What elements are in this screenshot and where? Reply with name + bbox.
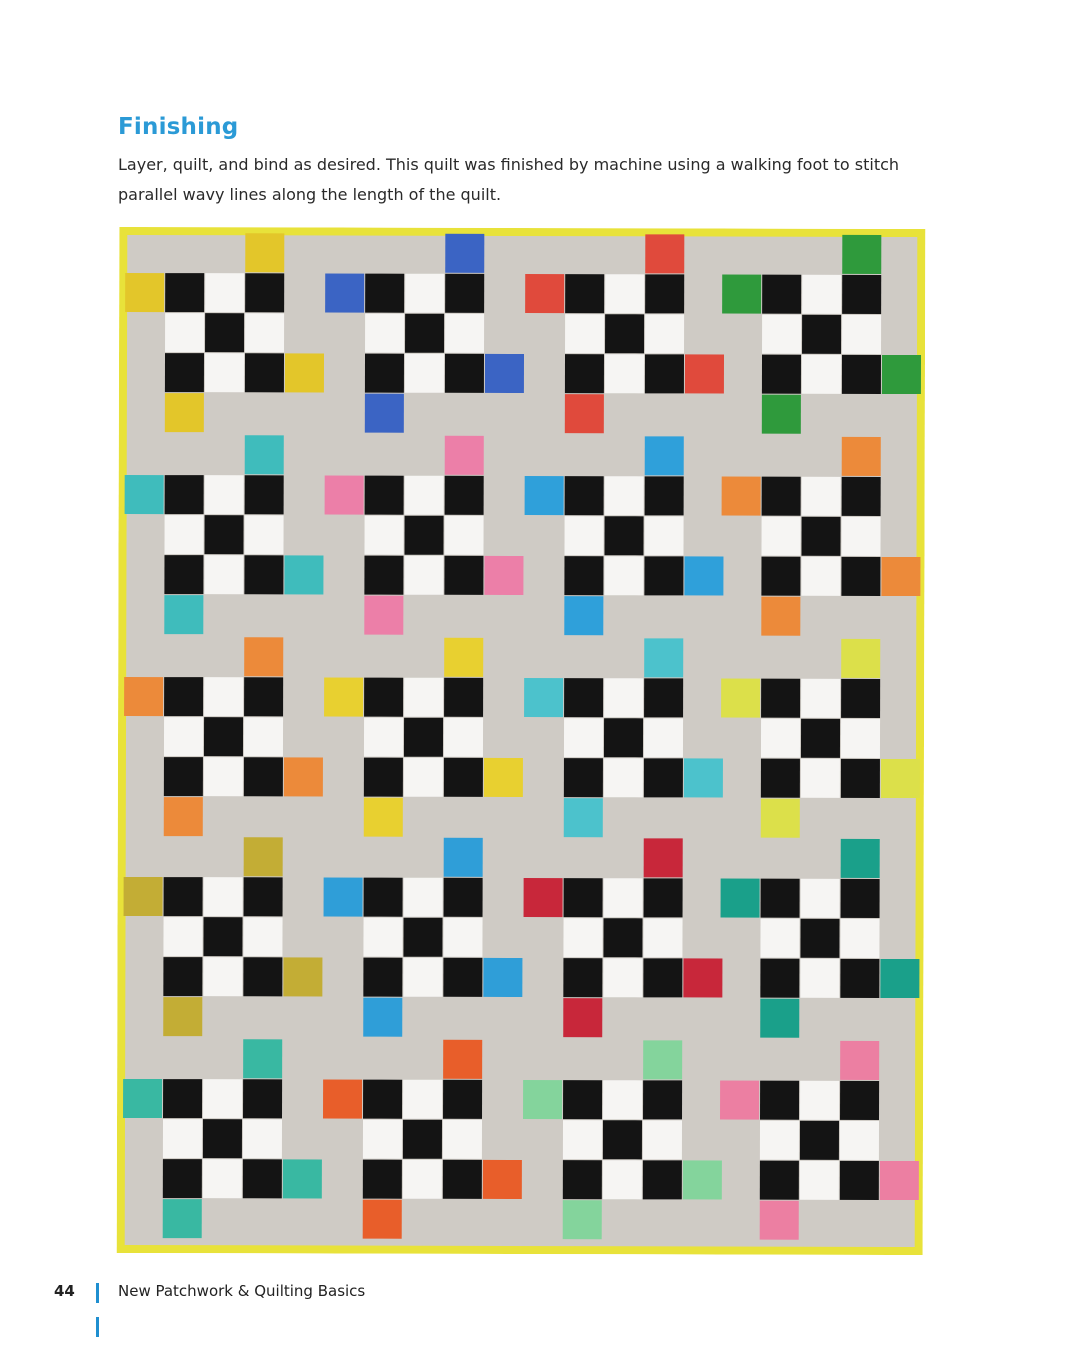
accent-square xyxy=(683,1160,722,1199)
checker-square xyxy=(603,1080,642,1119)
accent-square xyxy=(563,998,602,1037)
checker-square xyxy=(404,678,443,717)
accent-square xyxy=(760,999,799,1038)
checker-square xyxy=(644,718,683,757)
checker-square xyxy=(564,678,603,717)
checker-square xyxy=(802,355,841,394)
checker-square xyxy=(164,757,203,796)
checker-square xyxy=(245,313,284,352)
checker-square xyxy=(761,719,800,758)
checker-square xyxy=(403,1160,442,1199)
checker-square xyxy=(760,919,799,958)
checker-square xyxy=(840,959,879,998)
checker-square xyxy=(164,717,203,756)
checker-square xyxy=(403,958,442,997)
checker-square xyxy=(802,477,841,516)
checker-square xyxy=(164,677,203,716)
checker-square xyxy=(205,313,244,352)
accent-square xyxy=(445,234,484,273)
checker-square xyxy=(565,314,604,353)
accent-square xyxy=(123,1079,162,1118)
checker-square xyxy=(605,354,644,393)
checker-square xyxy=(204,515,243,554)
checker-square xyxy=(565,354,604,393)
checker-square xyxy=(645,314,684,353)
accent-square xyxy=(245,233,284,272)
accent-square xyxy=(444,838,483,877)
accent-square xyxy=(164,797,203,836)
accent-square xyxy=(484,556,523,595)
accent-square xyxy=(721,679,760,718)
accent-square xyxy=(283,1159,322,1198)
checker-square xyxy=(164,877,203,916)
accent-square xyxy=(243,1039,282,1078)
accent-square xyxy=(842,437,881,476)
checker-square xyxy=(363,1120,402,1159)
checker-square xyxy=(245,353,284,392)
checker-square xyxy=(445,274,484,313)
checker-square xyxy=(163,957,202,996)
checker-square xyxy=(404,758,443,797)
checker-square xyxy=(403,918,442,957)
accent-square xyxy=(565,394,604,433)
checker-square xyxy=(444,516,483,555)
checker-square xyxy=(563,1160,602,1199)
checker-square xyxy=(443,1160,482,1199)
checker-square xyxy=(243,957,282,996)
checker-square xyxy=(164,555,203,594)
checker-square xyxy=(363,1080,402,1119)
checker-square xyxy=(445,314,484,353)
checker-square xyxy=(563,918,602,957)
checker-square xyxy=(801,759,840,798)
checker-square xyxy=(204,757,243,796)
checker-square xyxy=(760,1121,799,1160)
checker-square xyxy=(444,718,483,757)
checker-square xyxy=(204,717,243,756)
checker-square xyxy=(762,477,801,516)
checker-square xyxy=(205,475,244,514)
accent-square xyxy=(365,394,404,433)
checker-square xyxy=(405,314,444,353)
checker-square xyxy=(203,1119,242,1158)
accent-square xyxy=(485,354,524,393)
accent-square xyxy=(323,1079,362,1118)
checker-square xyxy=(445,476,484,515)
checker-square xyxy=(244,515,283,554)
checker-square xyxy=(205,273,244,312)
checker-square xyxy=(604,878,643,917)
checker-square xyxy=(603,1120,642,1159)
checker-square xyxy=(163,1159,202,1198)
checker-square xyxy=(643,918,682,957)
accent-square xyxy=(761,597,800,636)
checker-square xyxy=(365,314,404,353)
accent-square xyxy=(163,1199,202,1238)
checker-square xyxy=(563,1080,602,1119)
checker-square xyxy=(365,274,404,313)
accent-square xyxy=(722,477,761,516)
checker-square xyxy=(443,958,482,997)
accent-square xyxy=(244,637,283,676)
accent-square xyxy=(880,959,919,998)
accent-square xyxy=(524,878,563,917)
accent-square xyxy=(760,1201,799,1240)
checker-square xyxy=(365,354,404,393)
checker-square xyxy=(643,1120,682,1159)
checker-square xyxy=(444,678,483,717)
accent-square xyxy=(645,436,684,475)
accent-square xyxy=(720,1081,759,1120)
checker-square xyxy=(802,275,841,314)
accent-square xyxy=(525,476,564,515)
accent-square xyxy=(722,275,761,314)
checker-square xyxy=(363,958,402,997)
accent-square xyxy=(324,677,363,716)
checker-square xyxy=(363,918,402,957)
checker-square xyxy=(444,556,483,595)
accent-square xyxy=(443,1040,482,1079)
accent-square xyxy=(165,393,204,432)
accent-square xyxy=(163,997,202,1036)
checker-square xyxy=(164,515,203,554)
accent-square xyxy=(761,799,800,838)
checker-square xyxy=(603,958,642,997)
checker-square xyxy=(644,556,683,595)
accent-square xyxy=(643,1040,682,1079)
checker-square xyxy=(163,1119,202,1158)
accent-square xyxy=(842,235,881,274)
checker-square xyxy=(645,476,684,515)
checker-square xyxy=(760,1161,799,1200)
checker-square xyxy=(840,919,879,958)
checker-square xyxy=(203,1079,242,1118)
checker-square xyxy=(762,355,801,394)
checker-square xyxy=(404,556,443,595)
checker-square xyxy=(605,314,644,353)
checker-square xyxy=(203,917,242,956)
checker-square xyxy=(405,274,444,313)
checker-square xyxy=(603,918,642,957)
checker-square xyxy=(443,1120,482,1159)
checker-square xyxy=(761,879,800,918)
checker-square xyxy=(364,878,403,917)
section-body-text: Layer, quilt, and bind as desired. This quilt was finished by machine using a walking foot to stitch parallel wavy lines along the length of the quilt. xyxy=(118,155,900,204)
accent-square xyxy=(444,638,483,677)
checker-square xyxy=(563,958,602,997)
checker-square xyxy=(801,679,840,718)
accent-square xyxy=(124,877,163,916)
accent-square xyxy=(524,678,563,717)
checker-square xyxy=(163,1079,202,1118)
checker-square xyxy=(364,718,403,757)
checker-square xyxy=(443,918,482,957)
accent-square xyxy=(525,274,564,313)
checker-square xyxy=(800,1081,839,1120)
checker-square xyxy=(204,877,243,916)
checker-square xyxy=(643,958,682,997)
checker-square xyxy=(444,758,483,797)
accent-square xyxy=(840,1041,879,1080)
checker-square xyxy=(841,557,880,596)
accent-square xyxy=(483,1160,522,1199)
checker-square xyxy=(604,516,643,555)
accent-square xyxy=(284,555,323,594)
checker-square xyxy=(842,355,881,394)
checker-square xyxy=(643,1160,682,1199)
checker-square xyxy=(564,758,603,797)
checker-square xyxy=(842,315,881,354)
checker-square xyxy=(244,877,283,916)
checker-square xyxy=(405,354,444,393)
accent-square xyxy=(685,354,724,393)
checker-square xyxy=(165,273,204,312)
accent-square xyxy=(841,839,880,878)
checker-square xyxy=(243,917,282,956)
checker-square xyxy=(244,555,283,594)
accent-square xyxy=(125,273,164,312)
checker-square xyxy=(604,678,643,717)
checker-square xyxy=(840,1081,879,1120)
checker-square xyxy=(605,274,644,313)
checker-square xyxy=(203,957,242,996)
accent-square xyxy=(644,838,683,877)
checker-square xyxy=(841,679,880,718)
checker-square xyxy=(364,516,403,555)
checker-square xyxy=(243,1159,282,1198)
checker-square xyxy=(404,516,443,555)
checker-square xyxy=(761,679,800,718)
checker-square xyxy=(364,758,403,797)
accent-square xyxy=(684,758,723,797)
checker-square xyxy=(605,476,644,515)
checker-square xyxy=(443,1080,482,1119)
checker-square xyxy=(801,879,840,918)
checker-square xyxy=(244,757,283,796)
checker-square xyxy=(564,556,603,595)
checker-square xyxy=(204,677,243,716)
accent-square xyxy=(523,1080,562,1119)
checker-square xyxy=(761,557,800,596)
checker-square xyxy=(445,354,484,393)
checker-square xyxy=(405,476,444,515)
checker-square xyxy=(404,878,443,917)
accent-square xyxy=(124,677,163,716)
accent-square xyxy=(645,234,684,273)
checker-square xyxy=(645,354,684,393)
checker-square xyxy=(604,556,643,595)
checker-square xyxy=(205,353,244,392)
checker-square xyxy=(604,758,643,797)
checker-square xyxy=(800,1121,839,1160)
accent-square xyxy=(841,639,880,678)
checker-square xyxy=(564,878,603,917)
accent-square xyxy=(880,1161,919,1200)
checker-square xyxy=(204,555,243,594)
checker-square xyxy=(841,879,880,918)
accent-square xyxy=(364,596,403,635)
checker-square xyxy=(841,517,880,556)
quilt-illustration xyxy=(117,227,926,1255)
section-heading: Finishing xyxy=(118,114,239,140)
checker-square xyxy=(165,475,204,514)
footer-divider-bottom xyxy=(96,1317,99,1337)
checker-square xyxy=(643,1080,682,1119)
checker-square xyxy=(565,476,604,515)
checker-square xyxy=(245,475,284,514)
accent-square xyxy=(283,957,322,996)
checker-square xyxy=(244,717,283,756)
checker-square xyxy=(165,353,204,392)
accent-square xyxy=(364,798,403,837)
checker-square xyxy=(563,1120,602,1159)
accent-square xyxy=(882,355,921,394)
accent-square xyxy=(762,395,801,434)
checker-square xyxy=(403,1080,442,1119)
accent-square xyxy=(684,556,723,595)
checker-square xyxy=(364,678,403,717)
checker-square xyxy=(842,275,881,314)
checker-square xyxy=(603,1160,642,1199)
checker-square xyxy=(760,959,799,998)
checker-square xyxy=(841,759,880,798)
accent-square xyxy=(284,757,323,796)
accent-square xyxy=(563,1200,602,1239)
checker-square xyxy=(840,1121,879,1160)
accent-square xyxy=(125,475,164,514)
accent-square xyxy=(721,879,760,918)
checker-square xyxy=(444,878,483,917)
checker-square xyxy=(564,516,603,555)
checker-square xyxy=(565,274,604,313)
accent-square xyxy=(644,638,683,677)
checker-square xyxy=(800,1161,839,1200)
checker-square xyxy=(403,1120,442,1159)
checker-square xyxy=(842,477,881,516)
accent-square xyxy=(244,837,283,876)
accent-square xyxy=(881,759,920,798)
checker-square xyxy=(244,677,283,716)
checker-square xyxy=(800,919,839,958)
checker-square xyxy=(604,718,643,757)
checker-square xyxy=(841,719,880,758)
checker-square xyxy=(364,556,403,595)
accent-square xyxy=(285,353,324,392)
checker-square xyxy=(801,719,840,758)
checker-square xyxy=(762,315,801,354)
checker-square xyxy=(165,313,204,352)
checker-square xyxy=(163,917,202,956)
book-title: New Patchwork & Quilting Basics xyxy=(118,1282,366,1300)
accent-square xyxy=(564,596,603,635)
page-number: 44 xyxy=(54,1282,75,1300)
checker-square xyxy=(644,878,683,917)
checker-square xyxy=(761,759,800,798)
accent-square xyxy=(683,958,722,997)
checker-square xyxy=(564,718,603,757)
checker-square xyxy=(644,758,683,797)
accent-square xyxy=(484,758,523,797)
checker-square xyxy=(243,1079,282,1118)
checker-square xyxy=(801,517,840,556)
checker-square xyxy=(762,275,801,314)
checker-square xyxy=(365,476,404,515)
checker-square xyxy=(243,1119,282,1158)
checker-square xyxy=(802,315,841,354)
checker-square xyxy=(800,959,839,998)
checker-square xyxy=(840,1161,879,1200)
accent-square xyxy=(363,1200,402,1239)
accent-square xyxy=(245,435,284,474)
accent-square xyxy=(445,436,484,475)
checker-square xyxy=(801,557,840,596)
accent-square xyxy=(564,798,603,837)
accent-square xyxy=(325,475,364,514)
checker-square xyxy=(761,517,800,556)
accent-square xyxy=(363,998,402,1037)
quilt-photo xyxy=(117,227,926,1255)
checker-square xyxy=(363,1160,402,1199)
footer-divider-top xyxy=(96,1283,99,1303)
accent-square xyxy=(483,958,522,997)
accent-square xyxy=(324,877,363,916)
checker-square xyxy=(644,516,683,555)
checker-square xyxy=(203,1159,242,1198)
accent-square xyxy=(881,557,920,596)
checker-square xyxy=(404,718,443,757)
accent-square xyxy=(325,273,364,312)
accent-square xyxy=(164,595,203,634)
checker-square xyxy=(245,273,284,312)
checker-square xyxy=(644,678,683,717)
checker-square xyxy=(760,1081,799,1120)
checker-square xyxy=(645,274,684,313)
